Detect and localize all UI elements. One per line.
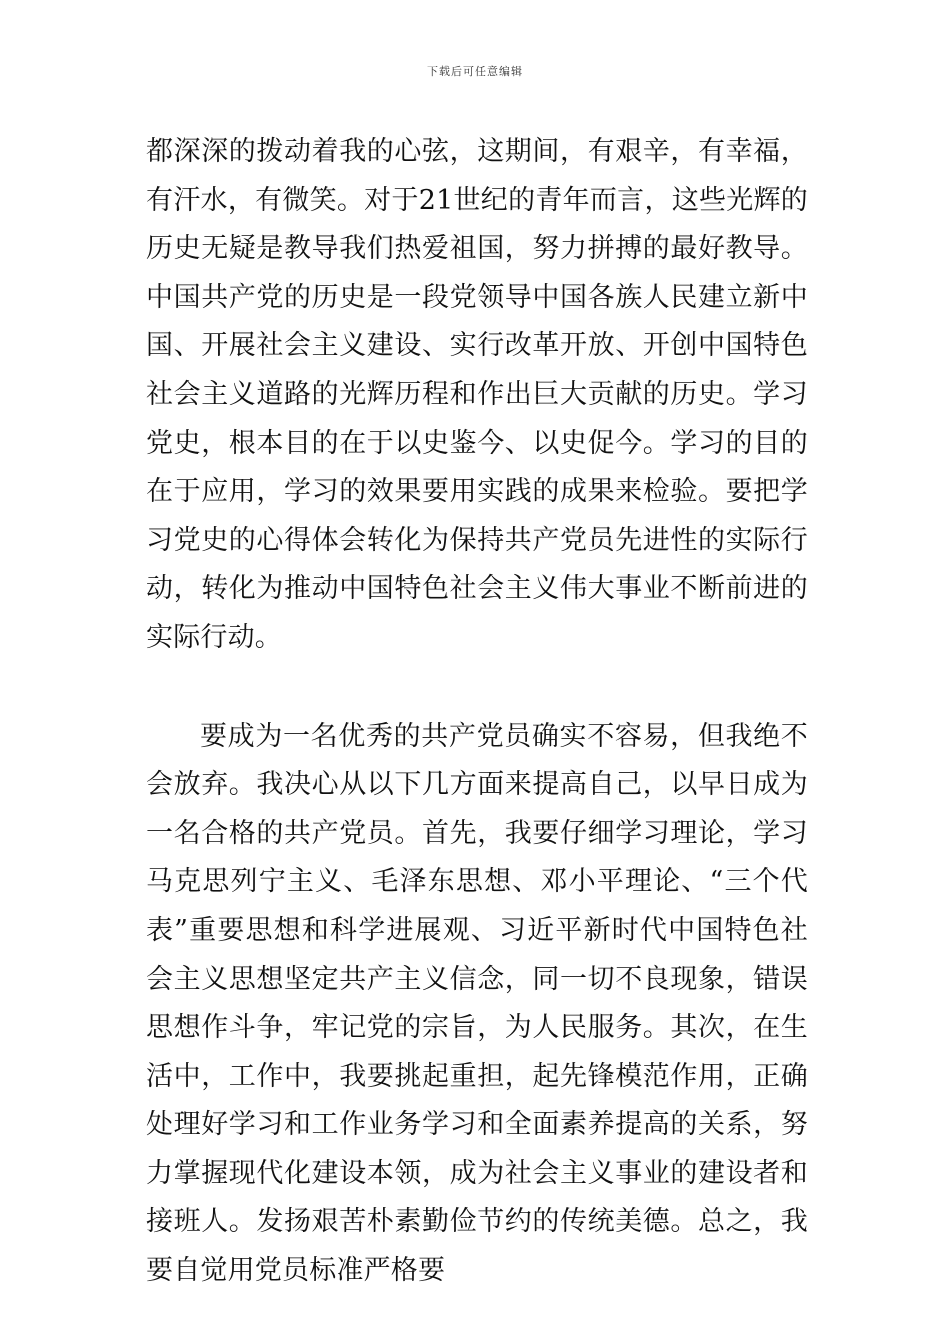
page-header-note: 下载后可任意编辑 [427, 65, 523, 78]
body-paragraph-1: 都深深的拨动着我的心弦，这期间，有艰辛，有幸福，有汗水，有微笑。对于21世纪的青年而言，这些光辉的历史无疑是教导我们热爱祖国，努力拼搏的最好教导。中国共产党的历史是一段党领导中国各族人民建立新中国、开展社会主义建设、实行改革开放、开创中国特色社会主义道路的光辉历程和作出巨大贡献的历史。学习党史，根本目的在于以史鉴今、以史促今。学习的目的在于应用，学习的效果要用实践的成果来检验。要把学习党史的心得体会转化为保持共产党员先进性的实际行动，转化为推动中国特色社会主义伟大事业不断前进的实际行动。 [146, 136, 808, 653]
body-paragraph-2: 要成为一名优秀的共产党员确实不容易，但我绝不会放弃。我决心从以下几方面来提高自己，以早日成为一名合格的共产党员。首先，我要仔细学习理论，学习马克思列宁主义、毛泽东思想、邓小平理论、“三个代表”重要思想和科学进展观、习近平新时代中国特色社会主义思想坚定共产主义信念，同一切不良现象，错误思想作斗争，牢记党的宗旨，为人民服务。其次，在生活中，工作中，我要挑起重担，起先锋模范作用，正确处理好学习和工作业务学习和全面素养提高的关系，努力掌握现代化建设本领，成为社会主义事业的建设者和接班人。发扬艰苦朴素勤俭节约的传统美德。总之，我要自觉用党员标准严格要 [146, 720, 808, 1287]
document-body [146, 128, 808, 1296]
